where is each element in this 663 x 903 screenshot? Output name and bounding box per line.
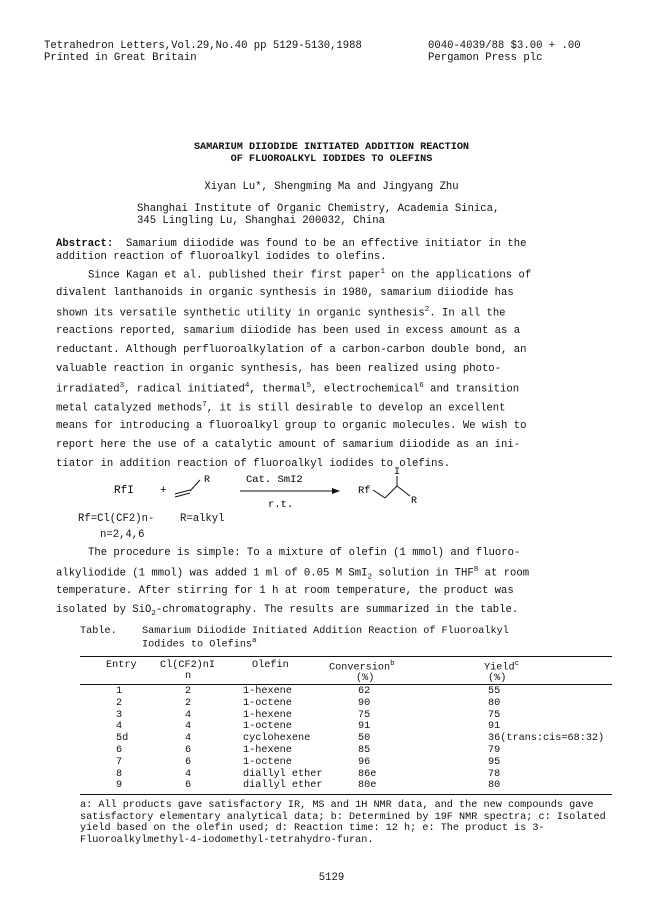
procedure-line2: alkyliodide (1 mmol) was added 1 ml of 0.05 M SmI$_2$ solution in THF$^8$ at room	[56, 566, 530, 582]
abstract-line1	[56, 238, 526, 250]
col-header-yield-unit: (%)	[488, 673, 507, 684]
table-cell-olefin: 1-hexene	[243, 709, 292, 721]
intro-line6: valuable reaction in organic synthesis, has been realized using photo-	[56, 363, 502, 375]
col-header-n: n	[185, 671, 192, 682]
col-header-entry: Entry	[106, 660, 137, 671]
col-header-cl: Cl(CF2)nI	[160, 660, 216, 671]
olefin-r-label: R	[204, 475, 211, 486]
publisher: Pergamon Press plc	[428, 52, 543, 64]
authors: Xiyan Lu*, Shengming Ma and Jingyang Zhu	[204, 181, 459, 193]
table-cell-n: 4	[185, 721, 192, 733]
table-caption-line1: Samarium Diiodide Initiated Addition Reaction of Fluoroalkyl	[142, 626, 509, 637]
r-definition: R=alkyl	[180, 513, 225, 525]
col-header-conversion: Conversion$^b$	[329, 660, 395, 674]
table-cell-n: 4	[185, 768, 192, 780]
intro-line5: reductant. Although perfluoroalkylation of a carbon-carbon double bond, an	[56, 344, 527, 356]
table-cell-olefin: 1-octene	[243, 756, 292, 768]
table-cell-entry: 4	[116, 721, 123, 733]
table-cell-yield: 78	[488, 768, 501, 780]
table-cell-entry: 2	[116, 697, 123, 709]
olefin-structure	[175, 480, 200, 497]
table-cell-n: 4	[185, 709, 192, 721]
table-cell-yield: 80	[488, 780, 501, 792]
table-cell-conversion: 80e	[358, 780, 377, 792]
table-cell-entry: 3	[116, 709, 123, 721]
rf-definition: Rf=Cl(CF2)n-	[78, 513, 155, 525]
intro-line4: reactions reported, samarium diiodide has been used in excess amount as a	[56, 325, 521, 337]
abstract-label: Abstract:	[56, 238, 114, 250]
table-cell-conversion: 50	[358, 733, 371, 745]
product-r: R	[411, 496, 418, 507]
intro-line1: Since Kagan et al. published their first paper$^1$ on the applications of	[88, 268, 532, 282]
reagent-rfi: RfI	[114, 485, 134, 497]
table-cell-entry: 7	[116, 756, 123, 768]
article-code: 0040-4039/88 $3.00 + .00	[428, 40, 581, 52]
footnote-text: a: All products gave satisfactory IR, MS and 1H NMR data, and the new compounds gave satisfactory elementary analytical data; b: Determined by 19F NMR spectra; c: Isolated yield based on the olefin used; d: Reaction time: 12 h; e: The product is 3-Fluoroalkylmethyl-4-iodomethyl-tetrahydro-furan.	[80, 800, 606, 846]
table-cell-olefin: diallyl ether	[243, 780, 323, 792]
table-cell-entry: 9	[116, 780, 123, 792]
product-iodo: I	[394, 467, 401, 478]
conditions-label: r.t.	[268, 499, 294, 511]
procedure-line4: isolated by SiO$_2$-chromatography. The results are summarized in the table.	[56, 604, 519, 619]
catalyst-label: Cat. SmI2	[246, 474, 303, 486]
table-cell-conversion: 62	[358, 686, 371, 697]
intro-line7: irradiated$^3$, radical initiated$^4$, thermal$^5$, electrochemical$^6$ and transition	[56, 382, 520, 396]
table-cell-n: 6	[185, 780, 192, 792]
table-cell-conversion: 91	[358, 721, 371, 733]
table-cell-olefin: 1-octene	[243, 721, 292, 733]
paper-title-line2: OF FLUOROALKYL IODIDES TO OLEFINS	[230, 154, 433, 165]
table-cell-conversion: 90	[358, 697, 371, 709]
table-header-rule	[80, 684, 612, 685]
journal-citation: Tetrahedron Letters,Vol.29,No.40 pp 5129-5130,1988	[44, 40, 362, 52]
intro-line8: metal catalyzed methods$^7$, it is still desirable to develop an excellent	[56, 401, 506, 415]
intro-line3: shown its versatile synthetic utility in organic synthesis$^2$. In all the	[56, 306, 506, 320]
product-rf: Rf	[358, 485, 371, 497]
table-cell-conversion: 85	[358, 745, 371, 756]
affiliation-line1: Shanghai Institute of Organic Chemistry, Academia Sinica,	[137, 203, 500, 215]
table-cell-olefin: cyclohexene	[243, 733, 311, 745]
procedure-line3: temperature. After stirring for 1 h at room temperature, the product was	[56, 585, 514, 597]
procedure-line1: The procedure is simple: To a mixture of olefin (1 mmol) and fluoro-	[88, 547, 521, 559]
table-top-rule	[80, 656, 612, 657]
table-cell-entry: 6	[116, 745, 123, 756]
intro-line10: report here the use of a catalytic amount of samarium diiodide as an ini-	[56, 439, 521, 451]
table-cell-n: 4	[185, 733, 192, 745]
col-header-conversion-unit: (%)	[356, 673, 375, 684]
table-cell-olefin: 1-hexene	[243, 686, 292, 697]
intro-line2: divalent lanthanoids in organic synthesis in 1980, samarium diiodide has	[56, 287, 514, 299]
table-cell-n: 6	[185, 745, 192, 756]
affiliation-line2: 345 Lingling Lu, Shanghai 200032, China	[137, 215, 385, 227]
table-cell-entry: 8	[116, 768, 123, 780]
table-footnote	[80, 800, 620, 846]
table-cell-olefin: diallyl ether	[243, 768, 323, 780]
table-caption-line2: Iodides to Olefins$^a$	[142, 637, 257, 651]
table-cell-conversion: 75	[358, 709, 371, 721]
abstract-text: Samarium diiodide was found to be an effective initiator in the	[125, 238, 527, 250]
table-cell-n: 6	[185, 756, 192, 768]
table-bottom-rule	[80, 794, 612, 795]
table-cell-yield: 75	[488, 709, 501, 721]
intro-line9: means for introducing a fluoroalkyl group to organic molecules. We wish to	[56, 420, 527, 432]
arrow-head	[332, 488, 340, 494]
plus-sign: +	[160, 485, 167, 497]
intro-line11: tiator in addition reaction of fluoroalkyl iodides to olefins.	[56, 458, 451, 470]
printed-in: Printed in Great Britain	[44, 52, 197, 64]
table-cell-conversion: 86e	[358, 768, 377, 780]
table-cell-conversion: 96	[358, 756, 371, 768]
table-caption-label: Table.	[80, 626, 117, 637]
table-cell-olefin: 1-hexene	[243, 745, 292, 756]
col-header-olefin: Olefin	[252, 660, 289, 671]
page-number: 5129	[318, 872, 345, 884]
n-definition: n=2,4,6	[100, 529, 145, 541]
reaction-scheme	[0, 466, 663, 536]
col-header-yield: Yield$^c$	[484, 660, 520, 674]
abstract-line2: addition reaction of fluoroalkyl iodides to olefins.	[56, 251, 387, 263]
table-cell-entry: 1	[116, 686, 123, 697]
table-cell-yield: 55	[488, 686, 501, 697]
table-cell-olefin: 1-octene	[243, 697, 292, 709]
table-cell-yield: 95	[488, 756, 501, 768]
table-cell-yield: 91	[488, 721, 501, 733]
paper-title-line1: SAMARIUM DIIODIDE INITIATED ADDITION REACTION	[193, 142, 470, 153]
table-cell-yield: 80	[488, 697, 501, 709]
table-cell-n: 2	[185, 697, 192, 709]
table-cell-entry: 5d	[116, 733, 129, 745]
table-cell-n: 2	[185, 686, 192, 697]
table-cell-yield: 36(trans:cis=68:32)	[488, 733, 605, 745]
table-cell-yield: 79	[488, 745, 501, 756]
product-structure	[373, 476, 410, 498]
